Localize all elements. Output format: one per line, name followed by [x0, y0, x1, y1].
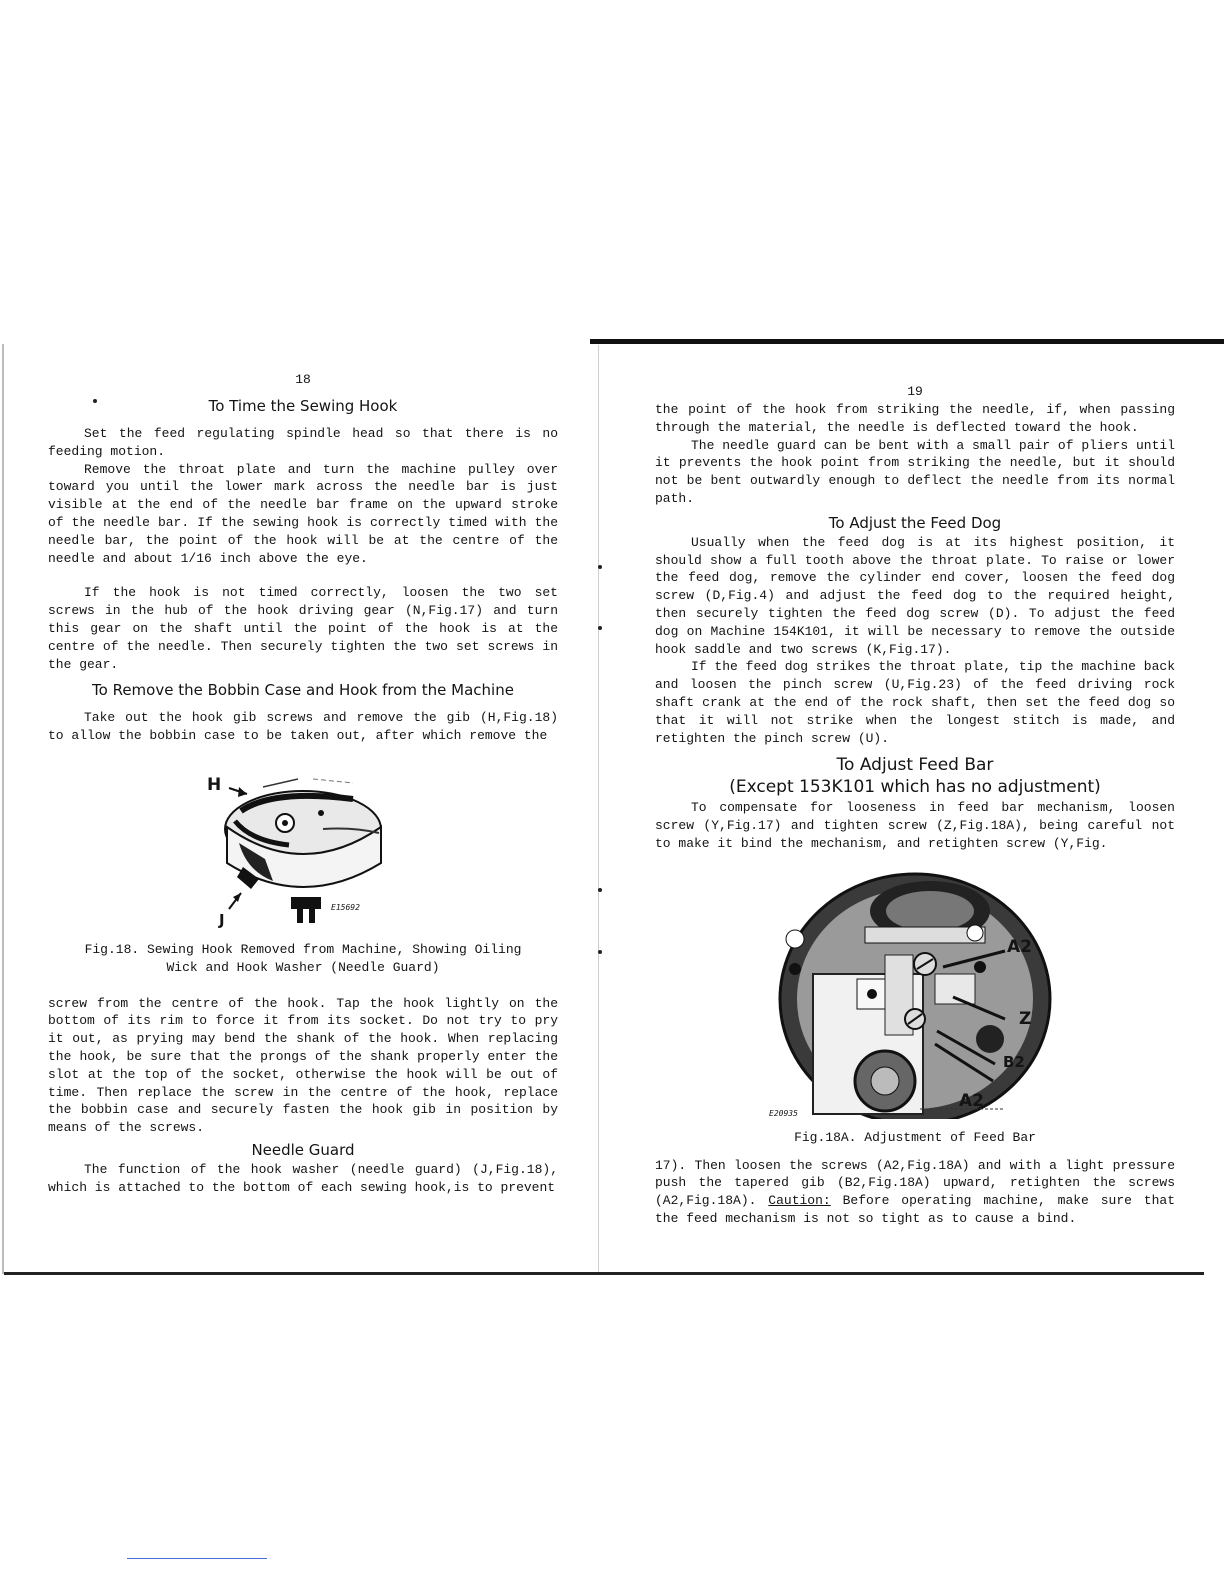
figure-number: E20935 [769, 1108, 798, 1118]
top-border [590, 339, 1224, 344]
paragraph: The function of the hook washer (needle guard) (J,Fig.18), which is attached to the bottom of each sewing hook,is to prevent [48, 1161, 558, 1195]
heading-needle-guard: Needle Guard [251, 1140, 355, 1159]
heading-adjust-feed-bar: To Adjust Feed Bar [836, 755, 994, 776]
page-number: 19 [907, 384, 923, 399]
label-j: J [219, 910, 225, 929]
paragraph-text: 17). Then loosen the screws (A2,Fig.18A) and with a light pressure push the tapered gib (B2,Fig.18A) upward, retighten the screws (A2,Fig.18A). [655, 1157, 1175, 1209]
paragraph: If the feed dog strikes the throat plate, tip the machine back and loosen the pinch screw (U,Fig.23) of the feed driving rock shaft crank at the end of the rock shaft, then set the feed dog so that it will not strike when the longest stitch is made, and retighten the pinch screw (U). [655, 659, 1175, 746]
heading-time-sewing-hook: To Time the Sewing Hook [208, 397, 398, 415]
paragraph: The needle guard can be bent with a small pair of pliers until it prevents the hook point from striking the needle, but it should not be bent outwardly enough to deflect the needle from its normal path. [655, 437, 1175, 506]
figure-18-sewing-hook [203, 771, 403, 931]
heading-feed-bar-exception: (Except 153K101 which has no adjustment) [729, 777, 1101, 798]
bottom-border [4, 1272, 1204, 1275]
speck [598, 626, 602, 630]
label-h: H [207, 774, 222, 795]
paragraph: Take out the hook gib screws and remove the gib (H,Fig.18) to allow the bobbin case to be taken out, after which remove the [48, 710, 558, 744]
paragraph [655, 1157, 1175, 1228]
page-number: 18 [295, 372, 311, 387]
feed-bar-illustration [765, 869, 1065, 1119]
paragraph: the point of the hook from striking the needle, if, when passing through the material, the needle is deflected toward the hook. [655, 402, 1175, 435]
caption-line: Wick and Hook Washer (Needle Guard) [166, 959, 440, 975]
right-page [655, 384, 1175, 1228]
label-a2-bottom: A2 [959, 1090, 984, 1111]
paragraph: Remove the throat plate and turn the machine pulley over toward you until the lower mark across the needle bar is just visible at the end of the needle bar frame on the upward stroke of the needle bar. If the sewing hook is correctly timed with the needle bar, the point of the hook will be at the centre of the needle and about 1/16 inch above the eye. [48, 461, 558, 566]
left-page [48, 372, 558, 1197]
caption-line: Fig.18. Sewing Hook Removed from Machine, Showing Oiling [84, 941, 522, 957]
paragraph-text: Before operating machine, make sure that the feed mechanism is not so tight as to cause a bind. [655, 1193, 1175, 1226]
speck [598, 950, 602, 954]
heading-remove-bobbin-case: To Remove the Bobbin Case and Hook from the Machine [92, 681, 514, 700]
paragraph: Set the feed regulating spindle head so that there is no feeding motion. [48, 426, 558, 459]
label-b2: B2 [1003, 1052, 1025, 1071]
paragraph: Usually when the feed dog is at its highest position, it should show a full tooth above the throat plate. To raise or lower the feed dog, remove the cylinder end cover, loosen the feed dog screw (D,Fig.4) and adjust the feed dog to the required height, then securely tighten the feed dog screw (D). To adjust the feed dog on Machine 154K101, it will be necessary to remove the outside hook saddle and two screws (K,Fig.17). [655, 534, 1175, 657]
paragraph: screw from the centre of the hook. Tap the hook lightly on the bottom of its rim to force it from its socket. Do not try to pry it out, as prying may bend the shank of the hook. When replacing the hook, be sure that the prongs of the shank properly enter the slot at the top of the socket, otherwise the hook will be out of time. Then replace the screw in the centre of the hook, replace the bobbin case and securely fasten the hook gib in position by means of the screws. [48, 995, 558, 1136]
paragraph: To compensate for looseness in feed bar mechanism, loosen screw (Y,Fig.17) and tighten screw (Z,Fig.18A), being careful not to make it bind the mechanism, and retighten screw (Y,Fig. [655, 800, 1175, 851]
speck [598, 888, 602, 892]
figure-18a-feed-bar [765, 869, 1065, 1119]
figure-18-caption [48, 941, 558, 977]
caution-label: Caution: [768, 1193, 831, 1209]
label-a2-top: A2 [1007, 936, 1032, 957]
page-gutter [598, 345, 599, 1275]
figure-number: E15692 [331, 902, 360, 912]
left-edge [2, 344, 4, 1274]
sewing-hook-illustration [203, 771, 403, 931]
speck [598, 565, 602, 569]
heading-adjust-feed-dog: To Adjust the Feed Dog [828, 513, 1002, 532]
figure-18a-caption: Fig.18A. Adjustment of Feed Bar [794, 1129, 1036, 1145]
label-z: Z [1019, 1008, 1032, 1029]
blue-line [127, 1558, 267, 1559]
paragraph: If the hook is not timed correctly, loosen the two set screws in the hub of the hook driving gear (N,Fig.17) and turn this gear on the shaft until the point of the hook is at the centre of the needle. Then securely tighten the two set screws in the gear. [48, 585, 558, 672]
